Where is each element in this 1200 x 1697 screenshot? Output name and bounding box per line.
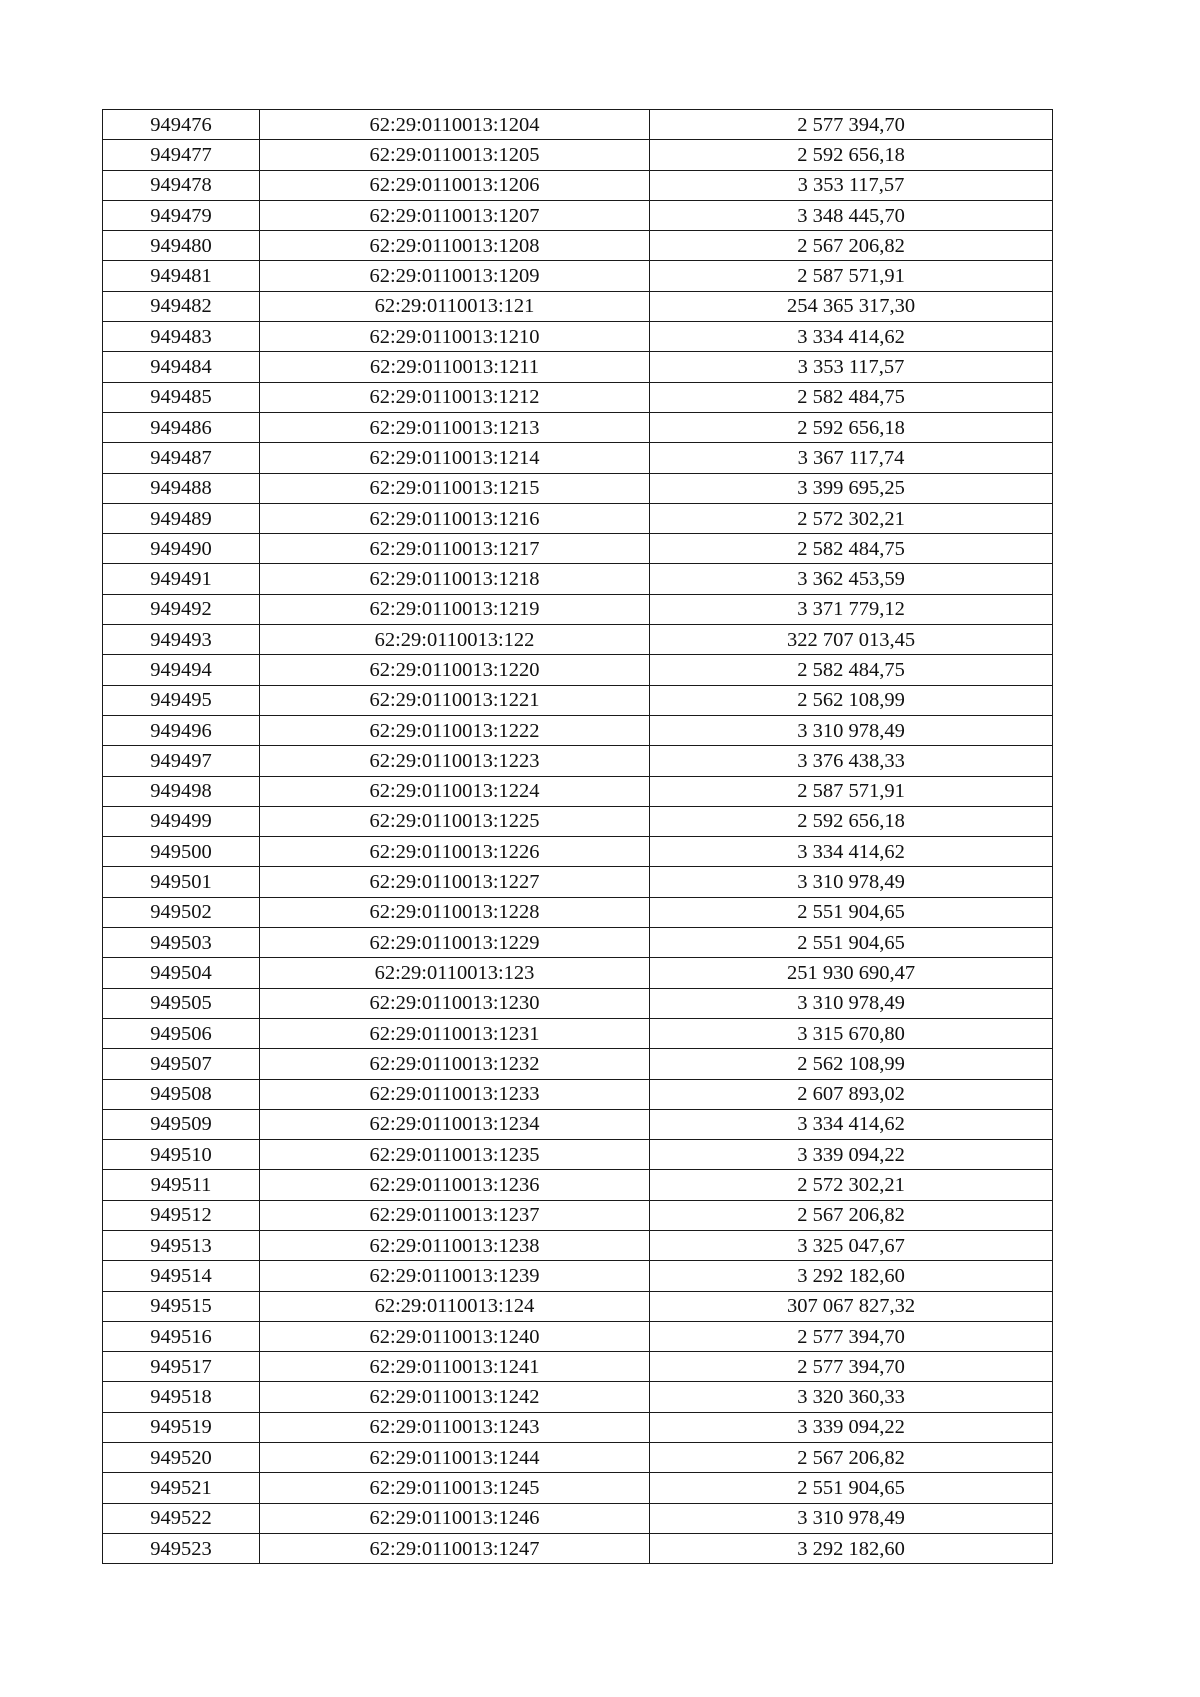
table-row: [103, 1018, 1053, 1048]
cadastral-value-cell: 3 310 978,49: [650, 715, 1053, 745]
cadastral-value-cell: 2 587 571,91: [650, 776, 1053, 806]
row-number-cell: 949487: [103, 443, 260, 473]
cadastral-number-cell: 62:29:0110013:1247: [260, 1533, 650, 1563]
row-number-cell: 949491: [103, 564, 260, 594]
cadastral-number-cell: 62:29:0110013:1234: [260, 1109, 650, 1139]
table-row: [103, 655, 1053, 685]
row-number-cell: 949509: [103, 1109, 260, 1139]
table-row: [103, 837, 1053, 867]
table-row: [103, 1291, 1053, 1321]
cadastral-number-cell: 62:29:0110013:1205: [260, 140, 650, 170]
row-number-cell: 949519: [103, 1412, 260, 1442]
table-row: [103, 1321, 1053, 1351]
row-number-cell: 949514: [103, 1261, 260, 1291]
cadastral-value-cell: 3 325 047,67: [650, 1230, 1053, 1260]
cadastral-number-cell: 62:29:0110013:1211: [260, 352, 650, 382]
table-row: [103, 110, 1053, 140]
cadastral-value-cell: 3 310 978,49: [650, 988, 1053, 1018]
cadastral-value-cell: 2 582 484,75: [650, 655, 1053, 685]
cadastral-number-cell: 62:29:0110013:1225: [260, 806, 650, 836]
cadastral-number-cell: 62:29:0110013:1207: [260, 200, 650, 230]
row-number-cell: 949479: [103, 200, 260, 230]
row-number-cell: 949493: [103, 625, 260, 655]
cadastral-number-cell: 62:29:0110013:1233: [260, 1079, 650, 1109]
cadastral-value-cell: 3 334 414,62: [650, 1109, 1053, 1139]
row-number-cell: 949490: [103, 534, 260, 564]
table-row: [103, 1170, 1053, 1200]
table-row: [103, 958, 1053, 988]
cadastral-number-cell: 62:29:0110013:1217: [260, 534, 650, 564]
cadastral-value-cell: 3 310 978,49: [650, 1503, 1053, 1533]
cadastral-value-cell: 2 567 206,82: [650, 231, 1053, 261]
table-row: [103, 473, 1053, 503]
row-number-cell: 949504: [103, 958, 260, 988]
row-number-cell: 949499: [103, 806, 260, 836]
cadastral-value-cell: 3 339 094,22: [650, 1140, 1053, 1170]
table-row: [103, 776, 1053, 806]
row-number-cell: 949512: [103, 1200, 260, 1230]
table-row: [103, 1412, 1053, 1442]
table-row: [103, 1140, 1053, 1170]
cadastral-number-cell: 62:29:0110013:1226: [260, 837, 650, 867]
cadastral-number-cell: 62:29:0110013:1216: [260, 503, 650, 533]
cadastral-number-cell: 62:29:0110013:1209: [260, 261, 650, 291]
table-row: [103, 1443, 1053, 1473]
cadastral-number-cell: 62:29:0110013:1220: [260, 655, 650, 685]
cadastral-number-cell: 62:29:0110013:1239: [260, 1261, 650, 1291]
row-number-cell: 949516: [103, 1321, 260, 1351]
cadastral-value-cell: 3 399 695,25: [650, 473, 1053, 503]
cadastral-number-cell: 62:29:0110013:1235: [260, 1140, 650, 1170]
cadastral-value-cell: 2 551 904,65: [650, 928, 1053, 958]
row-number-cell: 949495: [103, 685, 260, 715]
table-row: [103, 625, 1053, 655]
cadastral-value-cell: 2 582 484,75: [650, 534, 1053, 564]
cadastral-value-cell: 3 339 094,22: [650, 1412, 1053, 1442]
table-row: [103, 1079, 1053, 1109]
table-row: [103, 261, 1053, 291]
cadastral-value-cell: 3 315 670,80: [650, 1018, 1053, 1048]
cadastral-number-cell: 62:29:0110013:1213: [260, 412, 650, 442]
row-number-cell: 949494: [103, 655, 260, 685]
row-number-cell: 949501: [103, 867, 260, 897]
cadastral-number-cell: 62:29:0110013:1219: [260, 594, 650, 624]
cadastral-value-cell: 2 562 108,99: [650, 1049, 1053, 1079]
row-number-cell: 949481: [103, 261, 260, 291]
table-row: [103, 200, 1053, 230]
cadastral-number-cell: 62:29:0110013:1230: [260, 988, 650, 1018]
cadastral-number-cell: 62:29:0110013:1224: [260, 776, 650, 806]
cadastral-number-cell: 62:29:0110013:1204: [260, 110, 650, 140]
row-number-cell: 949492: [103, 594, 260, 624]
row-number-cell: 949502: [103, 897, 260, 927]
cadastral-number-cell: 62:29:0110013:1232: [260, 1049, 650, 1079]
cadastral-value-cell: 2 551 904,65: [650, 1473, 1053, 1503]
table-row: [103, 988, 1053, 1018]
cadastral-value-cell: 2 587 571,91: [650, 261, 1053, 291]
table-row: [103, 1049, 1053, 1079]
row-number-cell: 949508: [103, 1079, 260, 1109]
cadastral-value-cell: 3 320 360,33: [650, 1382, 1053, 1412]
cadastral-number-cell: 62:29:0110013:1222: [260, 715, 650, 745]
cadastral-number-cell: 62:29:0110013:1241: [260, 1352, 650, 1382]
row-number-cell: 949482: [103, 291, 260, 321]
cadastral-value-cell: 3 310 978,49: [650, 867, 1053, 897]
table-row: [103, 897, 1053, 927]
cadastral-value-cell: 251 930 690,47: [650, 958, 1053, 988]
cadastral-number-cell: 62:29:0110013:1238: [260, 1230, 650, 1260]
row-number-cell: 949518: [103, 1382, 260, 1412]
table-row: [103, 503, 1053, 533]
table-row: [103, 140, 1053, 170]
row-number-cell: 949511: [103, 1170, 260, 1200]
table-row: [103, 746, 1053, 776]
row-number-cell: 949488: [103, 473, 260, 503]
cadastral-number-cell: 62:29:0110013:1214: [260, 443, 650, 473]
cadastral-value-cell: 3 367 117,74: [650, 443, 1053, 473]
table-row: [103, 1200, 1053, 1230]
cadastral-number-cell: 62:29:0110013:1243: [260, 1412, 650, 1442]
row-number-cell: 949478: [103, 170, 260, 200]
row-number-cell: 949521: [103, 1473, 260, 1503]
table-row: [103, 534, 1053, 564]
row-number-cell: 949505: [103, 988, 260, 1018]
cadastral-value-cell: 2 567 206,82: [650, 1200, 1053, 1230]
row-number-cell: 949517: [103, 1352, 260, 1382]
cadastral-number-cell: 62:29:0110013:1246: [260, 1503, 650, 1533]
table-row: [103, 231, 1053, 261]
cadastral-number-cell: 62:29:0110013:1236: [260, 1170, 650, 1200]
table-row: [103, 867, 1053, 897]
row-number-cell: 949484: [103, 352, 260, 382]
cadastral-value-cell: 2 582 484,75: [650, 382, 1053, 412]
row-number-cell: 949476: [103, 110, 260, 140]
cadastral-number-cell: 62:29:0110013:1208: [260, 231, 650, 261]
row-number-cell: 949477: [103, 140, 260, 170]
cadastral-value-cell: 2 577 394,70: [650, 110, 1053, 140]
cadastral-number-cell: 62:29:0110013:1223: [260, 746, 650, 776]
table-row: [103, 322, 1053, 352]
cadastral-number-cell: 62:29:0110013:1212: [260, 382, 650, 412]
row-number-cell: 949485: [103, 382, 260, 412]
table-row: [103, 685, 1053, 715]
table-row: [103, 594, 1053, 624]
row-number-cell: 949520: [103, 1443, 260, 1473]
table-row: [103, 382, 1053, 412]
cadastral-value-cell: 307 067 827,32: [650, 1291, 1053, 1321]
cadastral-value-cell: 2 577 394,70: [650, 1352, 1053, 1382]
row-number-cell: 949503: [103, 928, 260, 958]
cadastral-value-cell: 3 334 414,62: [650, 322, 1053, 352]
cadastral-value-cell: 3 371 779,12: [650, 594, 1053, 624]
cadastral-number-cell: 62:29:0110013:123: [260, 958, 650, 988]
cadastral-number-cell: 62:29:0110013:1245: [260, 1473, 650, 1503]
row-number-cell: 949507: [103, 1049, 260, 1079]
cadastral-number-cell: 62:29:0110013:121: [260, 291, 650, 321]
cadastral-value-cell: 3 362 453,59: [650, 564, 1053, 594]
cadastral-number-cell: 62:29:0110013:1228: [260, 897, 650, 927]
cadastral-number-cell: 62:29:0110013:1237: [260, 1200, 650, 1230]
row-number-cell: 949498: [103, 776, 260, 806]
cadastral-number-cell: 62:29:0110013:1206: [260, 170, 650, 200]
table-row: [103, 1352, 1053, 1382]
cadastral-value-cell: 3 334 414,62: [650, 837, 1053, 867]
cadastral-number-cell: 62:29:0110013:1244: [260, 1443, 650, 1473]
table-row: [103, 715, 1053, 745]
cadastral-number-cell: 62:29:0110013:1242: [260, 1382, 650, 1412]
table-row: [103, 1473, 1053, 1503]
table-row: [103, 1109, 1053, 1139]
row-number-cell: 949522: [103, 1503, 260, 1533]
row-number-cell: 949510: [103, 1140, 260, 1170]
table-row: [103, 1261, 1053, 1291]
row-number-cell: 949489: [103, 503, 260, 533]
table-body: [103, 110, 1053, 1564]
table-row: [103, 1230, 1053, 1260]
cadastral-value-cell: 2 592 656,18: [650, 140, 1053, 170]
cadastral-number-cell: 62:29:0110013:1231: [260, 1018, 650, 1048]
cadastral-value-table: [102, 109, 1053, 1564]
row-number-cell: 949480: [103, 231, 260, 261]
row-number-cell: 949500: [103, 837, 260, 867]
row-number-cell: 949515: [103, 1291, 260, 1321]
table-row: [103, 170, 1053, 200]
table-row: [103, 564, 1053, 594]
table-row: [103, 412, 1053, 442]
cadastral-value-cell: 2 572 302,21: [650, 1170, 1053, 1200]
row-number-cell: 949513: [103, 1230, 260, 1260]
cadastral-value-cell: 3 292 182,60: [650, 1261, 1053, 1291]
cadastral-value-cell: 2 551 904,65: [650, 897, 1053, 927]
cadastral-number-cell: 62:29:0110013:1240: [260, 1321, 650, 1351]
cadastral-number-cell: 62:29:0110013:1221: [260, 685, 650, 715]
row-number-cell: 949497: [103, 746, 260, 776]
cadastral-value-cell: 2 577 394,70: [650, 1321, 1053, 1351]
table-row: [103, 352, 1053, 382]
cadastral-value-cell: 2 567 206,82: [650, 1443, 1053, 1473]
cadastral-value-cell: 2 607 893,02: [650, 1079, 1053, 1109]
table-row: [103, 928, 1053, 958]
cadastral-number-cell: 62:29:0110013:122: [260, 625, 650, 655]
cadastral-value-cell: 322 707 013,45: [650, 625, 1053, 655]
cadastral-value-cell: 3 353 117,57: [650, 170, 1053, 200]
row-number-cell: 949506: [103, 1018, 260, 1048]
cadastral-number-cell: 62:29:0110013:1229: [260, 928, 650, 958]
table-row: [103, 291, 1053, 321]
table-row: [103, 1382, 1053, 1412]
cadastral-number-cell: 62:29:0110013:124: [260, 1291, 650, 1321]
cadastral-number-cell: 62:29:0110013:1227: [260, 867, 650, 897]
cadastral-value-cell: 3 353 117,57: [650, 352, 1053, 382]
cadastral-value-cell: 2 592 656,18: [650, 412, 1053, 442]
cadastral-value-cell: 2 562 108,99: [650, 685, 1053, 715]
cadastral-value-cell: 3 376 438,33: [650, 746, 1053, 776]
cadastral-number-cell: 62:29:0110013:1210: [260, 322, 650, 352]
cadastral-value-cell: 3 348 445,70: [650, 200, 1053, 230]
cadastral-value-cell: 2 572 302,21: [650, 503, 1053, 533]
table-row: [103, 1533, 1053, 1563]
cadastral-value-cell: 3 292 182,60: [650, 1533, 1053, 1563]
row-number-cell: 949523: [103, 1533, 260, 1563]
row-number-cell: 949496: [103, 715, 260, 745]
row-number-cell: 949483: [103, 322, 260, 352]
table-row: [103, 443, 1053, 473]
table-row: [103, 806, 1053, 836]
cadastral-number-cell: 62:29:0110013:1218: [260, 564, 650, 594]
row-number-cell: 949486: [103, 412, 260, 442]
cadastral-value-cell: 2 592 656,18: [650, 806, 1053, 836]
table-row: [103, 1503, 1053, 1533]
cadastral-number-cell: 62:29:0110013:1215: [260, 473, 650, 503]
cadastral-value-cell: 254 365 317,30: [650, 291, 1053, 321]
